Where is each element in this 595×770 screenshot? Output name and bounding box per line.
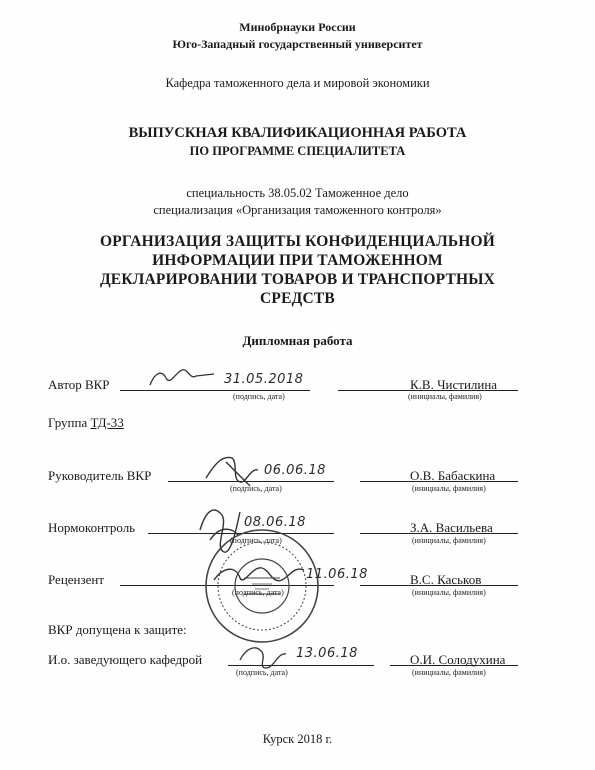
department-name: Кафедра таможенного дела и мировой экономики — [165, 76, 430, 90]
specialty: специальность 38.05.02 Таможенное дело — [186, 186, 409, 200]
head-handwritten-date: 13.06.18 — [296, 646, 358, 661]
work-type-line2: ПО ПРОГРАММЕ СПЕЦИАЛИТЕТА — [189, 144, 406, 158]
author-name: К.В. Чистилина — [410, 377, 498, 392]
head-name-caption: (инициалы, фамилия) — [412, 668, 486, 677]
group-value: ТД-33 — [90, 415, 124, 430]
supervisor-name-caption: (инициалы, фамилия) — [412, 484, 486, 493]
reviewer-label: Рецензент — [48, 572, 105, 587]
university-stamp-icon — [206, 530, 318, 642]
head-name: О.И. Солодухина — [410, 652, 506, 667]
normcontrol-handwritten-date: 08.06.18 — [244, 515, 306, 530]
university-name: Юго-Западный государственный университет — [172, 37, 423, 51]
head-sign-caption: (подпись, дата) — [236, 668, 288, 677]
title-line: ОРГАНИЗАЦИЯ ЗАЩИТЫ КОНФИДЕНЦИАЛЬНОЙ — [99, 233, 496, 250]
city-year: Курск 2018 г. — [262, 732, 333, 746]
admission-label: ВКР допущена к защите: — [48, 622, 187, 637]
normcontrol-name-caption: (инициалы, фамилия) — [412, 536, 486, 545]
author-sign-caption: (подпись, дата) — [233, 392, 285, 401]
reviewer-sign-caption: (подпись, дата) — [232, 588, 284, 597]
normcontrol-name: З.А. Васильева — [410, 520, 493, 535]
reviewer-name: В.С. Каськов — [410, 572, 482, 587]
supervisor-handwritten-date: 06.06.18 — [264, 463, 326, 478]
author-signature-icon — [150, 370, 214, 385]
normcontrol-sign-caption: (подпись, дата) — [230, 536, 282, 545]
head-signature-icon — [240, 648, 286, 668]
reviewer-name-caption: (инициалы, фамилия) — [412, 588, 486, 597]
supervisor-sign-caption: (подпись, дата) — [230, 484, 282, 493]
title-line: ИНФОРМАЦИИ ПРИ ТАМОЖЕННОМ — [152, 252, 443, 269]
author-handwritten-date: 31.05.2018 — [224, 372, 304, 387]
normcontrol-signature-icon — [200, 510, 240, 552]
supervisor-name: О.В. Бабаскина — [410, 468, 496, 483]
head-label: И.о. заведующего кафедрой — [48, 652, 203, 667]
work-type-line1: ВЫПУСКНАЯ КВАЛИФИКАЦИОННАЯ РАБОТА — [128, 125, 467, 141]
supervisor-label: Руководитель ВКР — [48, 468, 152, 483]
specialization: специализация «Организация таможенного контроля» — [153, 203, 442, 217]
author-label: Автор ВКР — [48, 377, 110, 392]
ministry-name: Минобрнауки России — [239, 20, 356, 34]
reviewer-handwritten-date: 11.06.18 — [306, 567, 368, 582]
title-line: СРЕДСТВ — [260, 290, 335, 307]
group-label: Группа — [48, 415, 88, 430]
author-name-caption: (инициалы, фамилия) — [408, 392, 482, 401]
supervisor-signature-icon — [206, 457, 258, 486]
title-line: ДЕКЛАРИРОВАНИИ ТОВАРОВ И ТРАНСПОРТНЫХ — [99, 271, 496, 288]
normcontrol-label: Нормоконтроль — [48, 520, 136, 535]
reviewer-signature-icon — [214, 568, 304, 581]
work-subtitle: Дипломная работа — [242, 333, 353, 348]
